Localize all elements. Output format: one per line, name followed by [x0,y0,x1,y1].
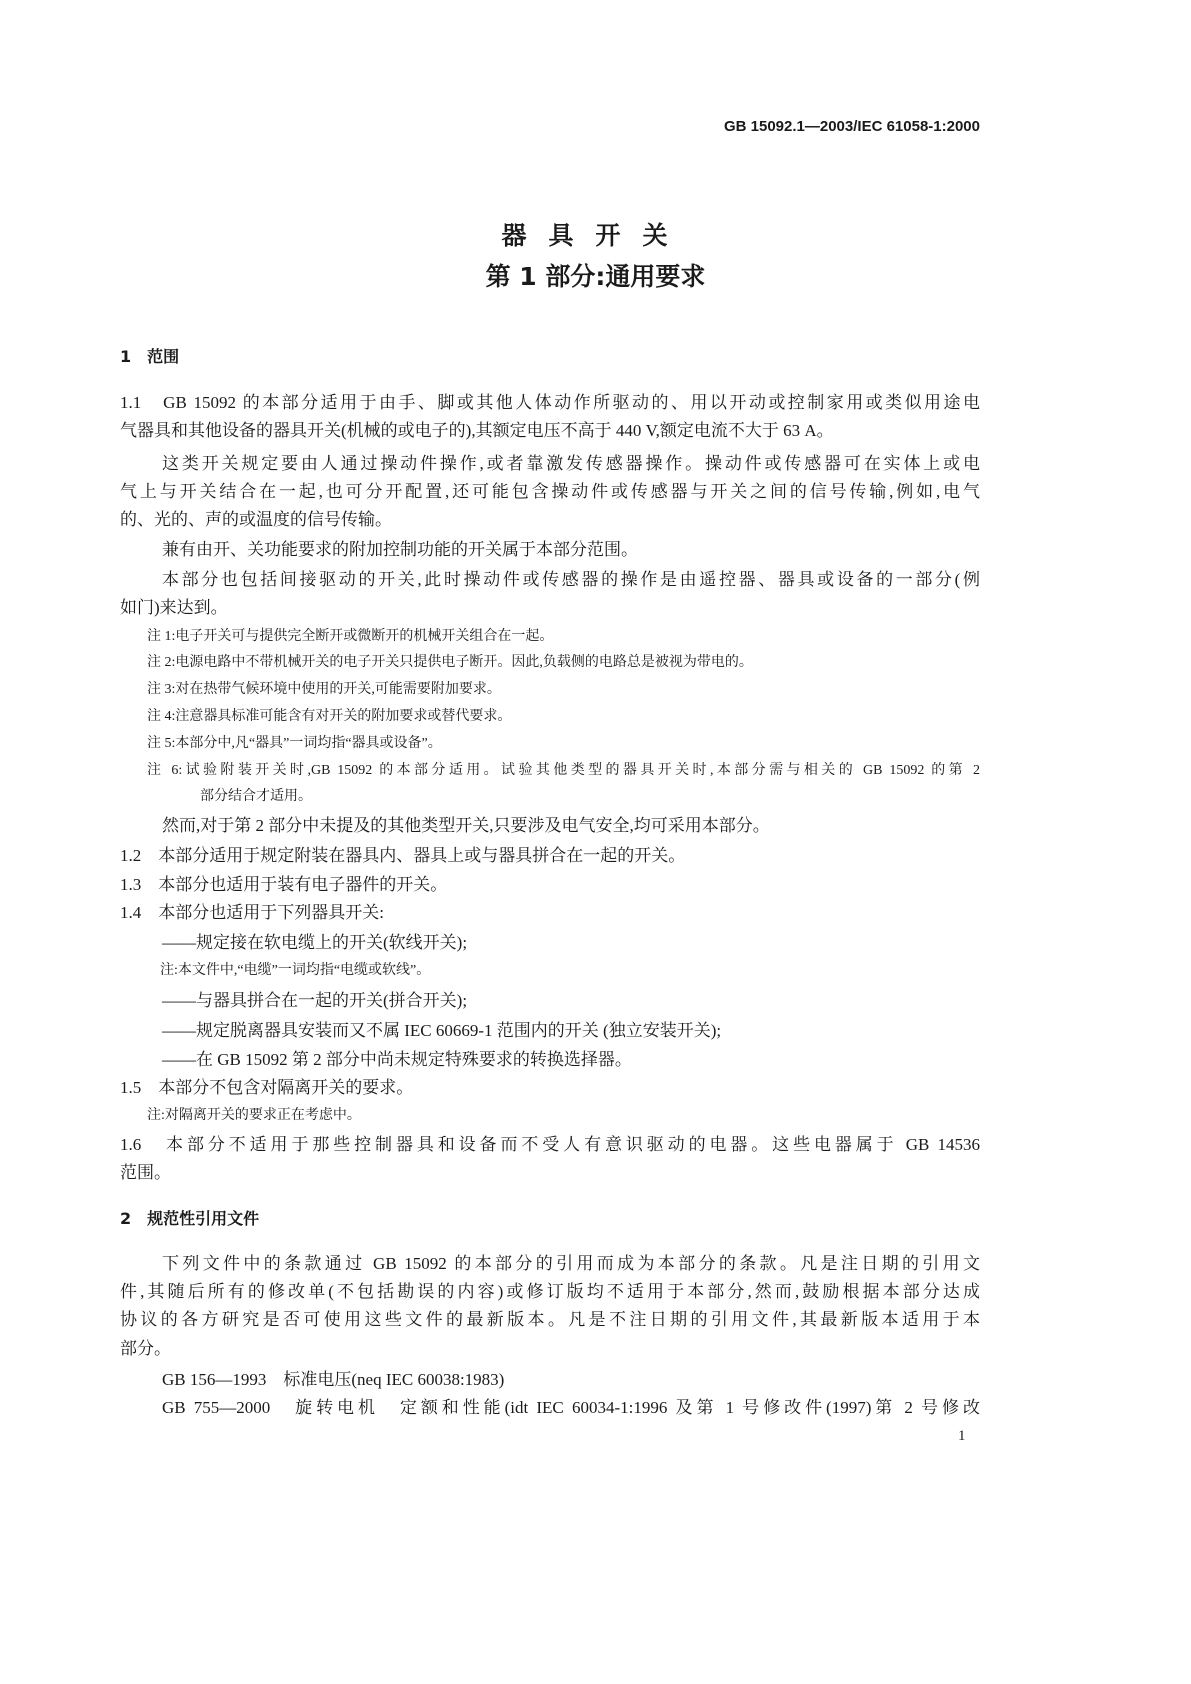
paragraph-line: 这类开关规定要由人通过操动件操作,或者靠激发传感器操作。操动件或传感器可在实体上或电 [162,454,980,473]
note: 注:对隔离开关的要求正在考虑中。 [147,1108,361,1123]
note-2: 注 2:电源电路中不带机械开关的电子开关只提供电子断开。因此,负载侧的电路总是被视为带电的。 [147,655,753,670]
paragraph-line: 部分。 [120,1339,171,1358]
clause-1-1-line: 1.1 GB 15092 的本部分适用于由手、脚或其他人体动作所驱动的、用以开动或控制家用或类似用途电 [120,393,980,412]
section-heading-2: 2 规范性引用文件 [120,1209,260,1228]
paragraph-line: 下列文件中的条款通过 GB 15092 的本部分的引用而成为本部分的条款。凡是注日期的引用文 [162,1254,980,1273]
note-6: 注 6:试验附装开关时,GB 15092 的本部分适用。试验其他类型的器具开关时,本部分需与相关的 GB 15092 的第 2 [147,763,980,778]
clause-1-3: 1.3 本部分也适用于装有电子器件的开关。 [120,875,448,894]
reference-item: GB 156—1993 标准电压(neq IEC 60038:1983) [162,1370,505,1389]
paragraph-line: 兼有由开、关功能要求的附加控制功能的开关属于本部分范围。 [162,540,638,559]
list-item: ——规定接在软电缆上的开关(软线开关); [162,933,468,952]
note-3: 注 3:对在热带气候环境中使用的开关,可能需要附加要求。 [147,682,501,697]
paragraph-line: 然而,对于第 2 部分中未提及的其他类型开关,只要涉及电气安全,均可采用本部分。 [162,816,770,835]
page-number: 1 [958,1428,966,1444]
reference-item: GB 755—2000 旋转电机 定额和性能(idt IEC 60034-1:1996 及第 1 号修改件(1997)第 2 号修改 [162,1398,980,1417]
clause-1-6-line: 1.6 本部分不适用于那些控制器具和设备而不受人有意识驱动的电器。这些电器属于 GB 14536 [120,1135,980,1154]
paragraph-line: 如门)来达到。 [120,598,228,617]
clause-1-2: 1.2 本部分适用于规定附装在器具内、器具上或与器具拼合在一起的开关。 [120,846,686,865]
paragraph-line: 件,其随后所有的修改单(不包括勘误的内容)或修订版均不适用于本部分,然而,鼓励根据本部分达成 [120,1282,980,1301]
list-item: ——与器具拼合在一起的开关(拼合开关); [162,991,468,1010]
note: 注:本文件中,“电缆”一词均指“电缆或软线”。 [160,963,431,978]
note-6-continued: 部分结合才适用。 [200,789,312,804]
clause-1-4: 1.4 本部分也适用于下列器具开关: [120,903,384,922]
title-main: 器具开关 [501,221,690,250]
clause-1-6-line: 范围。 [120,1163,171,1182]
paragraph-line: 气上与开关结合在一起,也可分开配置,还可能包含操动件或传感器与开关之间的信号传输,例如,电气 [120,482,980,501]
section-heading-1: 1 范围 [120,347,180,366]
clause-1-5: 1.5 本部分不包含对隔离开关的要求。 [120,1078,414,1097]
paragraph-line: 协议的各方研究是否可使用这些文件的最新版本。凡是不注日期的引用文件,其最新版本适用于本 [120,1310,980,1329]
paragraph-line: 本部分也包括间接驱动的开关,此时操动件或传感器的操作是由遥控器、器具或设备的一部分(例 [162,570,980,589]
document-code-header: GB 15092.1—2003/IEC 61058-1:2000 [723,118,980,135]
list-item: ——在 GB 15092 第 2 部分中尚未规定特殊要求的转换选择器。 [162,1050,632,1069]
note-4: 注 4:注意器具标准可能含有对开关的附加要求或替代要求。 [147,709,512,724]
list-item: ——规定脱离器具安装而又不属 IEC 60669-1 范围内的开关 (独立安装开关); [162,1021,722,1040]
note-5: 注 5:本部分中,凡“器具”一词均指“器具或设备”。 [147,736,442,751]
clause-1-1-line: 气器具和其他设备的器具开关(机械的或电子的),其额定电压不高于 440 V,额定电流不大于 63 A。 [120,421,834,440]
title-sub: 第 1 部分:通用要求 [485,262,706,291]
note-1: 注 1:电子开关可与提供完全断开或微断开的机械开关组合在一起。 [147,629,554,644]
paragraph-line: 的、光的、声的或温度的信号传输。 [120,510,392,529]
